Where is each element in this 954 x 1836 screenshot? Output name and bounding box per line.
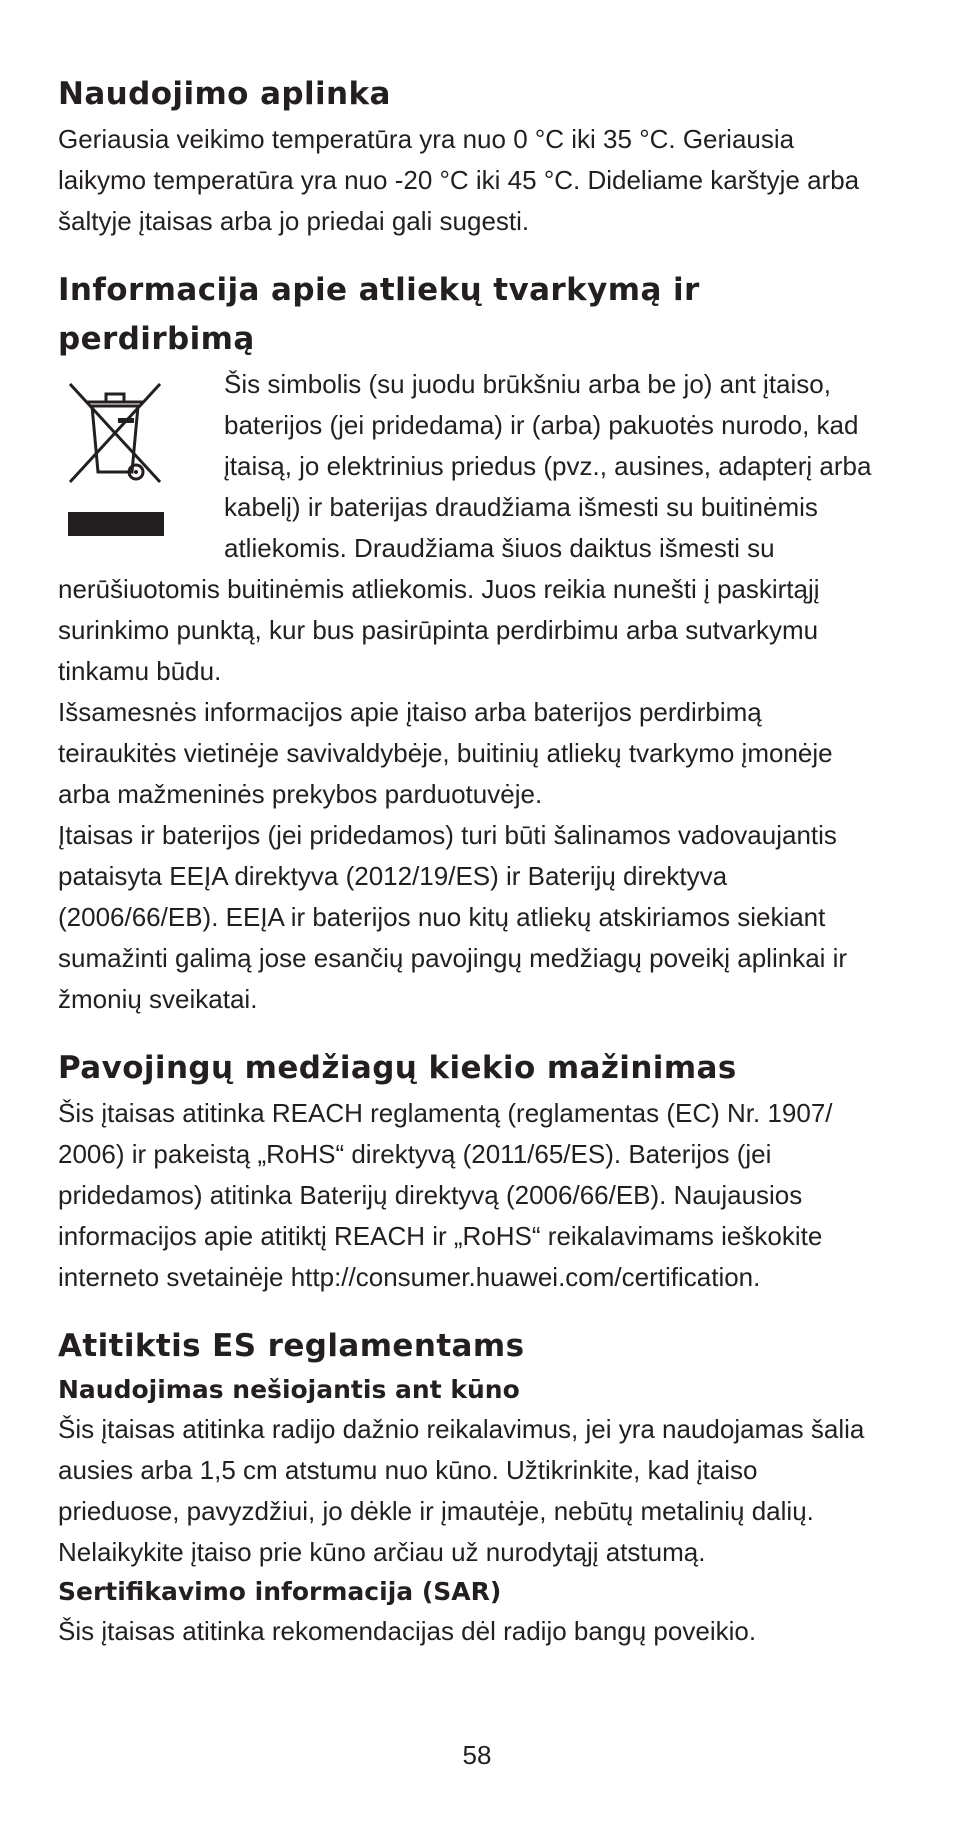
- page-number: 58: [462, 1740, 492, 1770]
- document-page: [58, 70, 878, 1652]
- heading-hazardous-substances: Pavojingų medžiagų kiekio mažinimas: [58, 1050, 737, 1086]
- subheading-body-worn: Naudojimas nešiojantis ant kūno: [58, 1375, 520, 1404]
- heading-disposal-recycling: [58, 266, 878, 364]
- subheading-sar: Sertifikavimo informacija (SAR): [58, 1577, 502, 1606]
- disposal-symbol-text: Šis simbolis (su juodu brūkšniu arba be jo) ant įtaiso, baterijos (jei pridedama) ir (arba) pakuotės nurodo, kad įtaisą, jo elektrinius priedus (pvz., ausines, adapterį arba kabelį) ir baterijas draudžiama išmesti su buitinėmis atliekomis. Draudžiama šiuos daiktus išmesti su nerūšiuotomis buitinėmis atliekomis. Juos reikia nunešti į paskirtąjį surinkimo punktą, kur bus pasirūpinta perdirbimu arba sutvarkymu tinkamu būdu.: [58, 369, 872, 686]
- crossed-out-wheelie-bin-icon: [58, 372, 172, 544]
- hazardous-substances-text: Šis įtaisas atitinka REACH reglamentą (reglamentas (EC) Nr. 1907/ 2006) ir pakeistą „RoHS“ direktyvą (2011/65/ES). Baterijos (jei pridedamos) atitinka Baterijų direktyvą (2006/66/EB). Naujausios informacijos apie atitiktį REACH ir „RoHS“ reikalavimams ieškokite interneto svetainėje http://consumer.huawei.com/certification.: [58, 1098, 833, 1292]
- heading-usage-environment: Naudojimo aplinka: [58, 76, 391, 112]
- disposal-more-info-text: Išsamesnės informacijos apie įtaiso arba baterijos perdirbimą teiraukitės vietinėje savivaldybėje, buitinių atliekų tvarkymo įmonėje arba mažmeninės prekybos parduotuvėje.: [58, 697, 833, 809]
- sar-text: Šis įtaisas atitinka rekomendacijas dėl radijo bangų poveikio.: [58, 1616, 757, 1646]
- heading-disposal-line1: Informacija apie atliekų tvarkymą ir: [58, 272, 700, 308]
- heading-disposal-line2: perdirbimą: [58, 321, 255, 357]
- disposal-block: [58, 364, 878, 692]
- heading-eu-compliance: Atitiktis ES reglamentams: [58, 1328, 525, 1364]
- usage-environment-text: Geriausia veikimo temperatūra yra nuo 0 °C iki 35 °C. Geriausia laikymo temperatūra yra nuo -20 °C iki 45 °C. Dideliame karštyje arba šaltyje įtaisas arba jo priedai gali sugesti.: [58, 124, 860, 236]
- disposal-directive-text: Įtaisas ir baterijos (jei pridedamos) turi būti šalinamos vadovaujantis pataisyta EEĮA direktyva (2012/19/ES) ir Baterijų direktyva (2006/66/EB). EEĮA ir baterijos nuo kitų atliekų atskiriamos siekiant sumažinti galimą jose esančių pavojingų medžiagų poveikį aplinkai ir žmonių sveikatai.: [58, 820, 848, 1014]
- body-worn-text: Šis įtaisas atitinka radijo dažnio reikalavimus, jei yra naudojamas šalia ausies arba 1,5 cm atstumu nuo kūno. Užtikrinkite, kad įtaiso prieduose, pavyzdžiui, jo dėkle ir įmautėje, nebūtų metalinių dalių. Nelaikykite įtaiso prie kūno arčiau už nurodytąjį atstumą.: [58, 1414, 865, 1567]
